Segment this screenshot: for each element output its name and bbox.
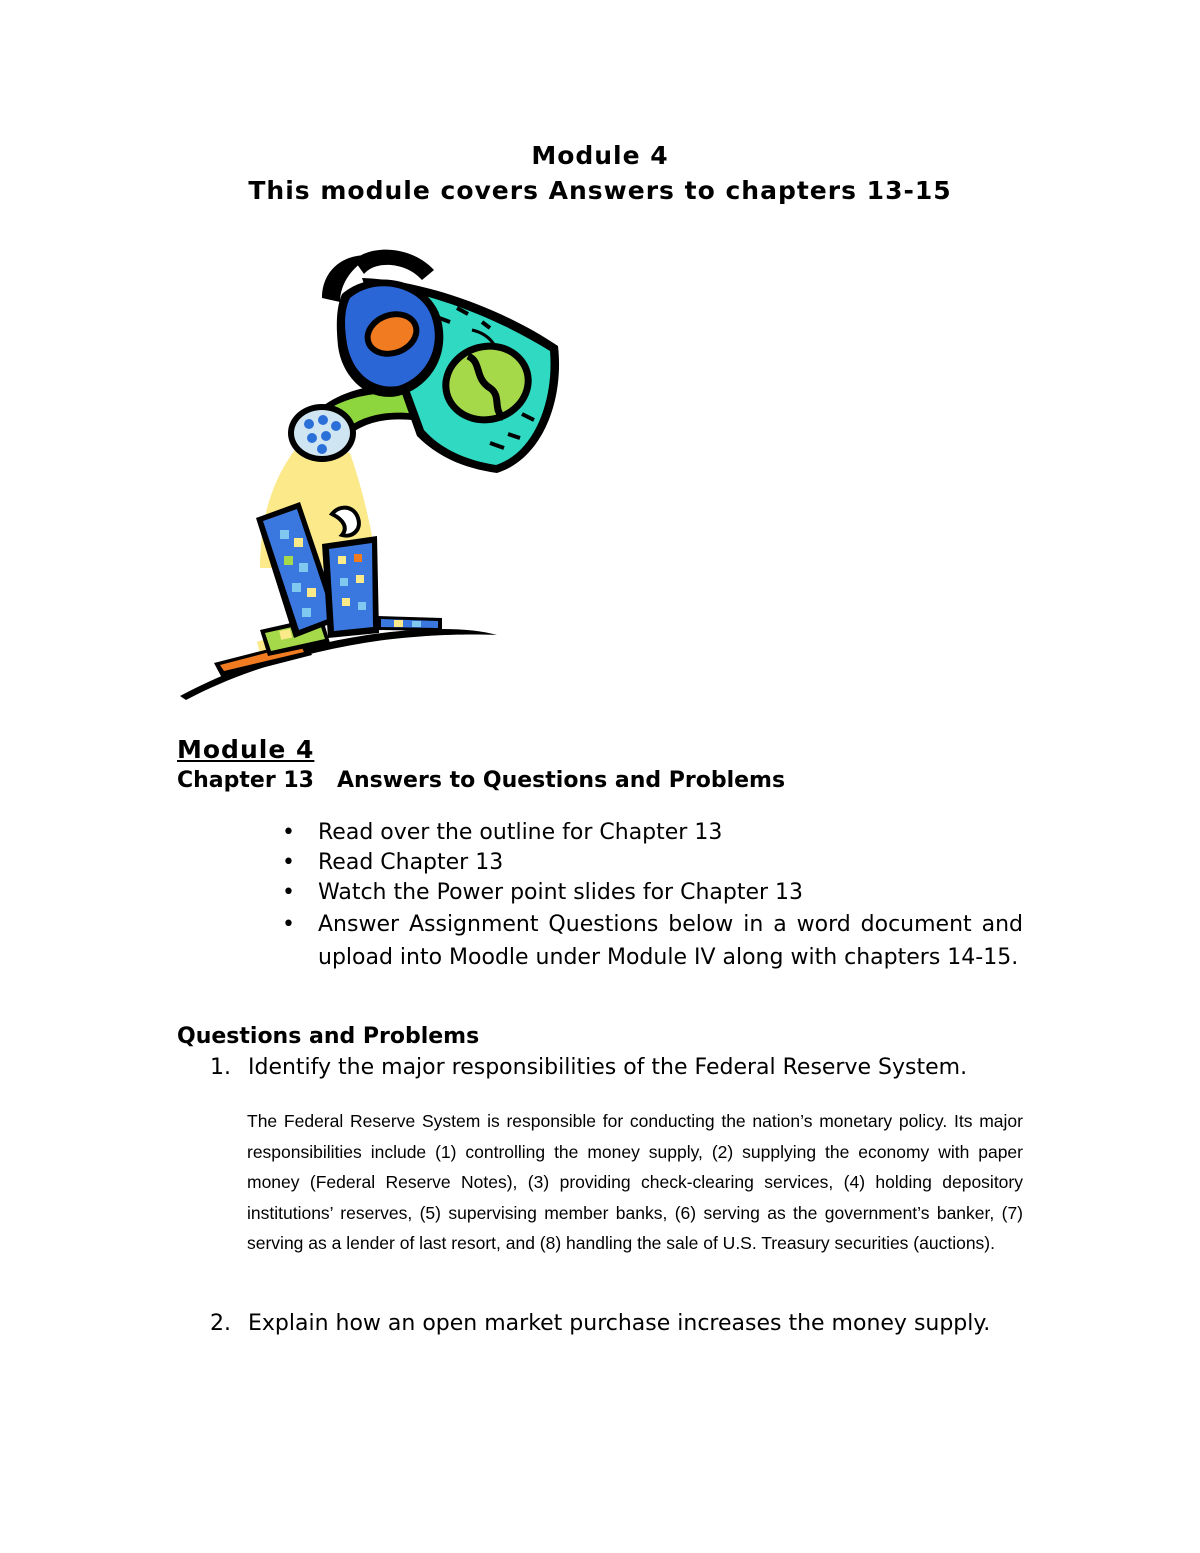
- question-2: [210, 1307, 1023, 1377]
- bullet-icon: •: [282, 880, 295, 905]
- can-handle: [322, 250, 443, 397]
- module-heading: Module 4: [177, 735, 315, 764]
- answer-1: The Federal Reserve System is responsible for conducting the nation’s monetary policy. Its major responsibilities include (1) controlling the money supply, (2) supplying the economy with paper money (Federal Reserve Notes), (3) providing check-clearing services, (4) holding depository institutions’ reserves, (5) supervising member banks, (6) serving as the government’s banker, (7) serving as a lender of last resort, and (8) handling the sale of U.S. Treasury securities (auctions).: [247, 1111, 1023, 1253]
- document-header: [0, 138, 1200, 208]
- watering-can-clipart: [172, 238, 562, 700]
- page-title: Module 4: [531, 141, 669, 170]
- question-text: Identify the major responsibilities of the Federal Reserve System.: [248, 1055, 968, 1080]
- question-number: 2.: [210, 1311, 231, 1336]
- bullet-icon: •: [282, 820, 295, 845]
- assignment-list: [280, 818, 1023, 974]
- question-text: Explain how an open market purchase increases the money supply.: [248, 1311, 991, 1336]
- bullet-icon: •: [282, 912, 295, 937]
- chapter-heading: [177, 766, 785, 796]
- chapter-label: Chapter 13: [177, 768, 314, 793]
- chapter-section-header: [177, 734, 785, 796]
- question-1: [210, 1051, 1023, 1085]
- list-item: • Answer Assignment Questions below in a word document and upload into Moodle under Module IV along with chapters 14-15.: [280, 908, 1023, 974]
- question-number: 1.: [210, 1055, 231, 1080]
- list-item: • Read over the outline for Chapter 13: [280, 818, 1023, 848]
- rose-head: [288, 404, 356, 462]
- chapter-title-text: Answers to Questions and Problems: [336, 768, 786, 793]
- list-item: • Watch the Power point slides for Chapter 13: [280, 878, 1023, 908]
- list-item: • Read Chapter 13: [280, 848, 1023, 878]
- bullet-icon: •: [282, 850, 295, 875]
- questions-heading: Questions and Problems: [177, 1024, 480, 1049]
- page-subtitle: This module covers Answers to chapters 13-15: [248, 176, 952, 205]
